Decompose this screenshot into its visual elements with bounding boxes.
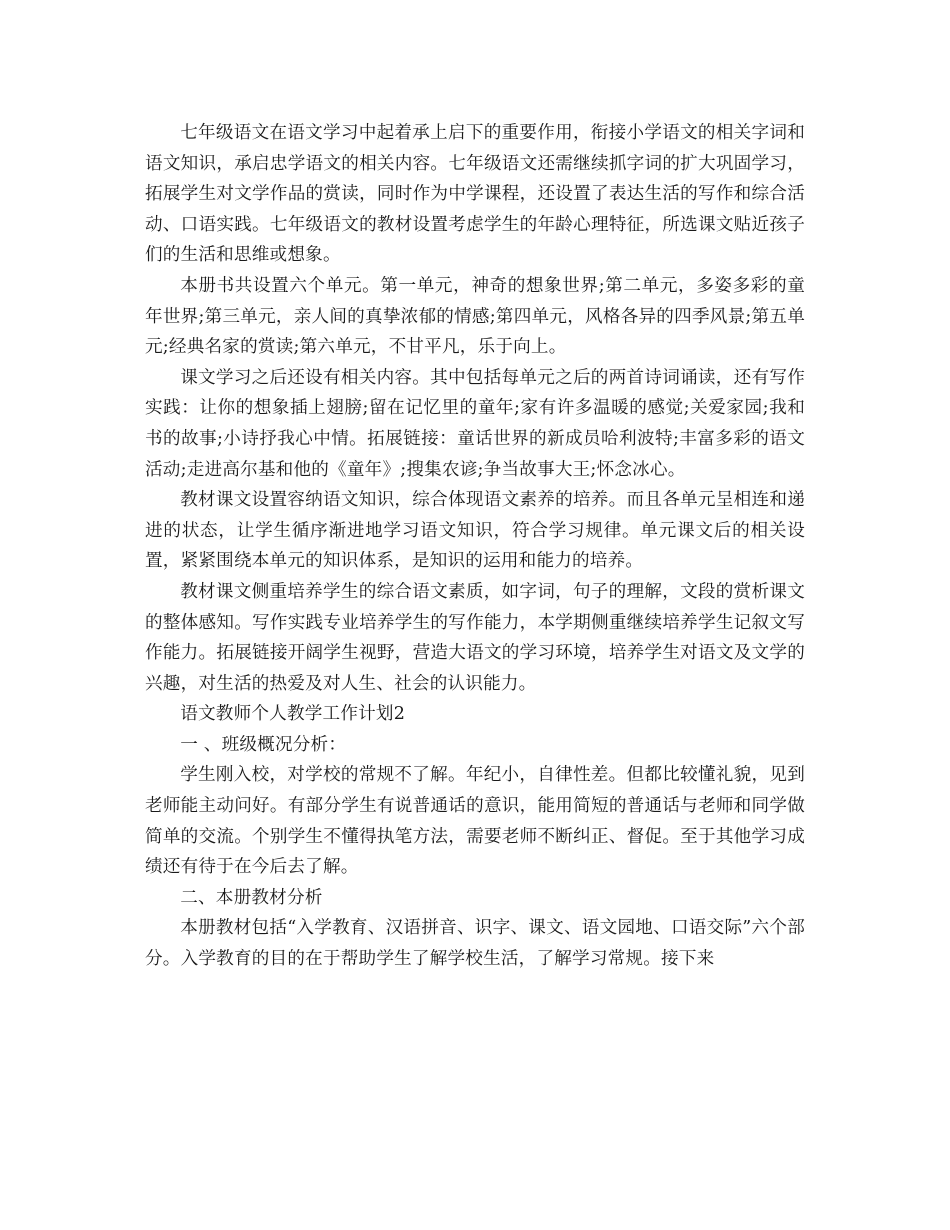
heading-class-analysis: 一 、班级概况分析：	[180, 734, 347, 755]
paragraph-class-analysis: 学生刚入校，对学校的常规不了解。年纪小，自律性差。但都比较懂礼貌，见到老师能主动问好。有部分学生有说普通话的意识，能用简短的普通话与老师和同学做简单的交流。个别学生不懂得执笔方法，需要老师不断纠正、督促。至于其他学习成绩还有待于在今后去了解。	[145, 765, 805, 878]
paragraph-textbook-design: 教材课文设置容纳语文知识，综合体现语文素养的培养。而且各单元呈相连和递进的状态，让学生循序渐进地学习语文知识，符合学习规律。单元课文后的相关设置，紧紧围绕本单元的知识体系，是知识的运用和能力的培养。	[145, 490, 805, 572]
document-body	[145, 118, 805, 975]
paragraph-textbook-analysis: 本册教材包括“入学教育、汉语拼音、识字、课文、语文园地、口语交际”六个部分。入学教育的目的在于帮助学生了解学校生活，了解学习常规。接下来	[145, 918, 805, 970]
paragraph-intro: 七年级语文在语文学习中起着承上启下的重要作用，衔接小学语文的相关字词和语文知识，承启忠学语文的相关内容。七年级语文还需继续抓字词的扩大巩固学习，拓展学生对文学作品的赏读，同时作为中学课程，还设置了表达生活的写作和综合活动、口语实践。七年级语文的教材设置考虑学生的年龄心理特征，所选课文贴近孩子们的生活和思维或想象。	[145, 123, 805, 266]
paragraph-units: 本册书共设置六个单元。第一单元，神奇的想象世界;第二单元，多姿多彩的童年世界;第三单元，亲人间的真挚浓郁的情感;第四单元，风格各异的四季风景;第五单元;经典名家的赏读;第六单元，不甘平凡，乐于向上。	[145, 275, 805, 358]
paragraph-related-content: 课文学习之后还设有相关内容。其中包括每单元之后的两首诗词诵读，还有写作实践：让你的想象插上翅膀;留在记忆里的童年;家有许多温暖的感觉;关爱家园;我和书的故事;小诗抒我心中情。拓展链接：童话世界的新成员哈利波特;丰富多彩的语文活动;走进高尔基和他的《童年》;搜集农谚;争当故事大王;怀念冰心。	[145, 367, 805, 480]
section-title-plan-2: 语文教师个人教学工作计划2	[180, 704, 406, 725]
paragraph-textbook-focus: 教材课文侧重培养学生的综合语文素质，如字词，句子的理解，文段的赏析课文的整体感知。写作实践专业培养学生的写作能力，本学期侧重继续培养学生记叙文写作能力。拓展链接开阔学生视野，营造大语文的学习环境，培养学生对语文及文学的兴趣，对生活的热爱及对人生、社会的认识能力。	[145, 581, 805, 694]
heading-textbook-analysis: 二、本册教材分析	[180, 887, 323, 908]
